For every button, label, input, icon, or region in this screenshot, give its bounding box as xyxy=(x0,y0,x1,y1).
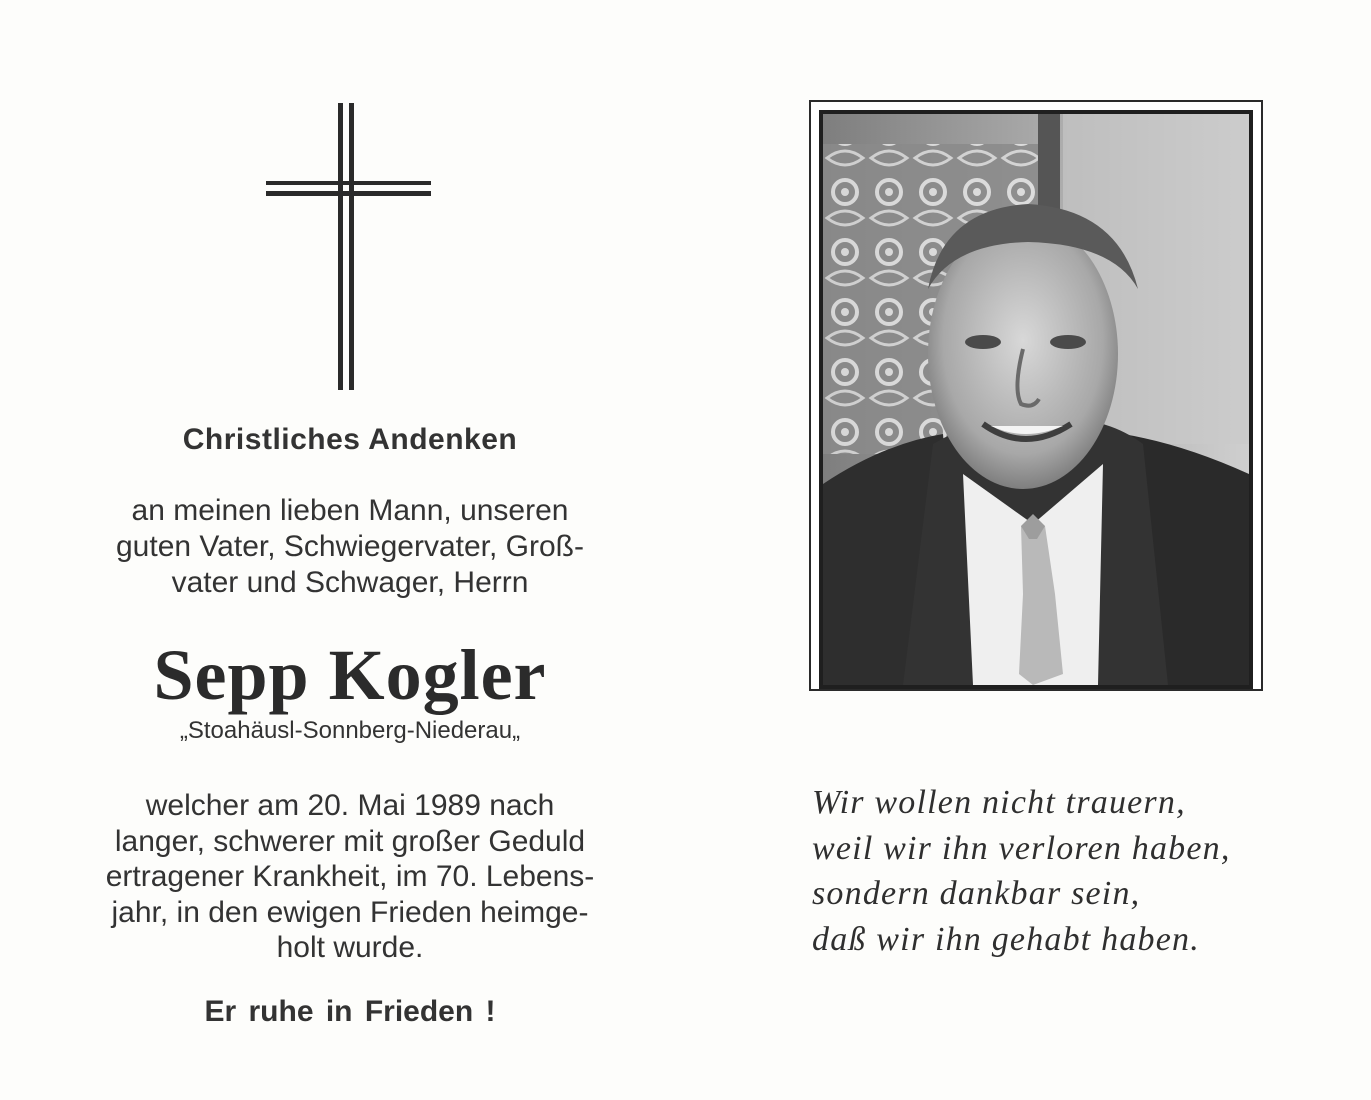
body-line: welcher am 20. Mai 1989 nach xyxy=(145,789,555,822)
poem-line: weil wir ihn verloren haben, xyxy=(812,829,1231,867)
portrait-photo xyxy=(819,110,1253,689)
portrait-illustration xyxy=(823,114,1249,685)
deceased-name: Sepp Kogler xyxy=(153,635,547,715)
poem-line: Wir wollen nicht trauern, xyxy=(812,784,1186,821)
poem-line: sondern dankbar sein, xyxy=(812,875,1141,912)
body-line: ertragener Krankheit, im 70. Lebens- xyxy=(105,860,595,893)
body-line: jahr, in den ewigen Frieden heimge- xyxy=(111,895,589,929)
intro-line: vater und Schwager, Herrn xyxy=(171,566,529,599)
body-line: holt wurde. xyxy=(276,931,424,964)
death-notice-text xyxy=(40,788,660,966)
poem-line: daß wir ihn gehabt haben. xyxy=(812,920,1200,958)
intro-line: an meinen lieben Mann, unseren xyxy=(131,494,569,527)
body-line: langer, schwerer mit großer Geduld xyxy=(114,824,586,858)
card-heading: Christliches Andenken xyxy=(182,423,518,456)
closing-blessing: Er ruhe in Frieden ! xyxy=(204,995,496,1028)
house-name: „Stoahäusl-Sonnberg-Niederau„ xyxy=(179,717,521,744)
intro-text xyxy=(40,493,660,601)
portrait-frame xyxy=(809,100,1263,691)
memorial-poem xyxy=(812,780,1352,962)
memorial-text-panel xyxy=(40,90,660,1050)
cross-icon xyxy=(266,103,434,390)
intro-line: guten Vater, Schwiegervater, Groß- xyxy=(115,530,584,563)
